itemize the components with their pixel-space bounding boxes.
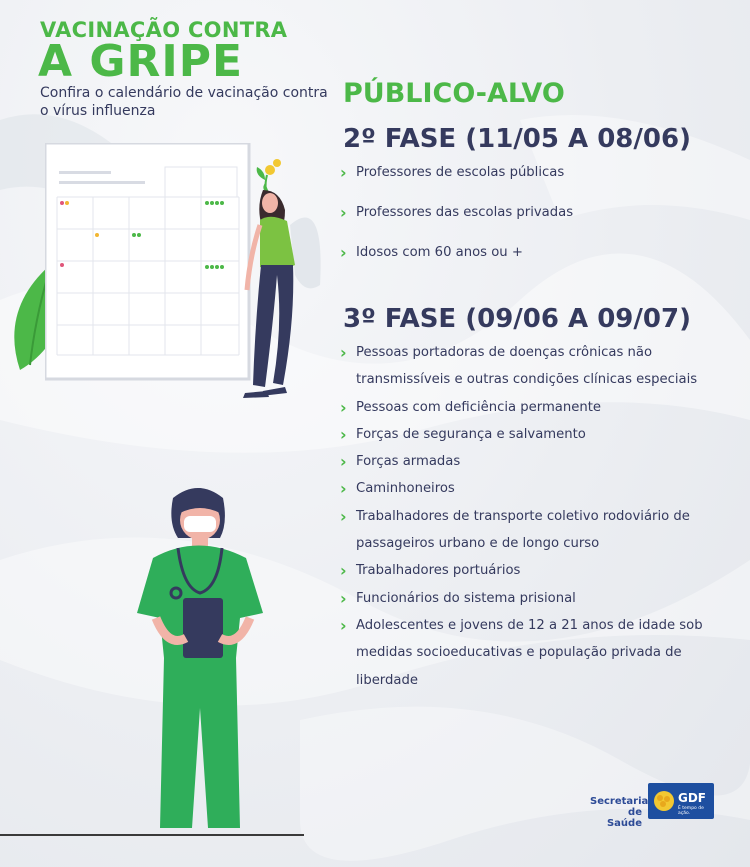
list-item-text: Professores de escolas públicas [356,165,565,180]
gdf-tagline: É tempo de ação. [678,806,704,816]
chevron-right-icon: › [340,506,347,526]
list-item [340,503,735,558]
chevron-right-icon: › [340,424,347,444]
list-item [340,475,735,502]
list-item [340,557,735,584]
subtitle: Confira o calendário de vacinação contra o vírus influenza [40,85,328,119]
list-item [340,421,735,448]
list-item [340,448,735,475]
chevron-right-icon: › [340,243,347,262]
list-item-text: Pessoas com deficiência permanente [356,399,601,415]
list-item [340,585,735,612]
list-item-text: Trabalhadores de transporte coletivo rodoviário de passageiros urbano e de longo curso [356,508,690,552]
phase-3-list [340,339,735,694]
secretaria-logo: Secretaria de Saúde [590,796,649,829]
woman-illustration [225,155,335,405]
list-item [340,203,573,223]
phase-2-title: 2º FASE (11/05 A 08/06) [343,124,691,154]
list-item-text: Pessoas portadoras de doenças crônicas não transmissíveis e outras condições clínicas especiais [356,345,698,388]
nurse-illustration [128,478,278,838]
chevron-right-icon: › [340,561,347,581]
list-item [340,163,573,183]
chevron-right-icon: › [340,203,347,222]
chevron-right-icon: › [340,615,347,635]
list-item-text: Forças de segurança e salvamento [356,426,586,442]
title-line-1: VACINAÇÃO CONTRA [40,18,288,42]
list-item [340,612,735,694]
list-item-text: Professores das escolas privadas [356,205,574,220]
chevron-right-icon: › [340,588,347,608]
gdf-text: GDF [678,791,707,805]
list-item-text: Trabalhadores portuários [356,563,521,579]
divider [0,834,304,836]
list-item-text: Idosos com 60 anos ou + [356,245,523,260]
list-item-text: Forças armadas [356,454,461,470]
ipe-flower-icon [652,789,676,813]
chevron-right-icon: › [340,452,347,472]
list-item-text: Caminhoneiros [356,481,455,497]
list-item-text: Adolescentes e jovens de 12 a 21 anos de idade sob medidas socioeducativas e população privada de liberdade [356,617,703,688]
calendar-board-illustration [45,143,255,383]
phase-3-title: 3º FASE (09/06 A 09/07) [343,304,691,334]
chevron-right-icon: › [340,479,347,499]
chevron-right-icon: › [340,397,347,417]
chevron-right-icon: › [340,163,347,182]
phase-2-list [340,163,573,283]
target-audience-heading: PÚBLICO-ALVO [343,78,565,109]
list-item [340,394,735,421]
gdf-logo [648,783,714,819]
list-item-text: Funcionários do sistema prisional [356,590,576,606]
chevron-right-icon: › [340,343,347,362]
list-item [340,243,573,263]
title-line-2: A GRIPE [38,36,244,87]
list-item [340,339,735,394]
